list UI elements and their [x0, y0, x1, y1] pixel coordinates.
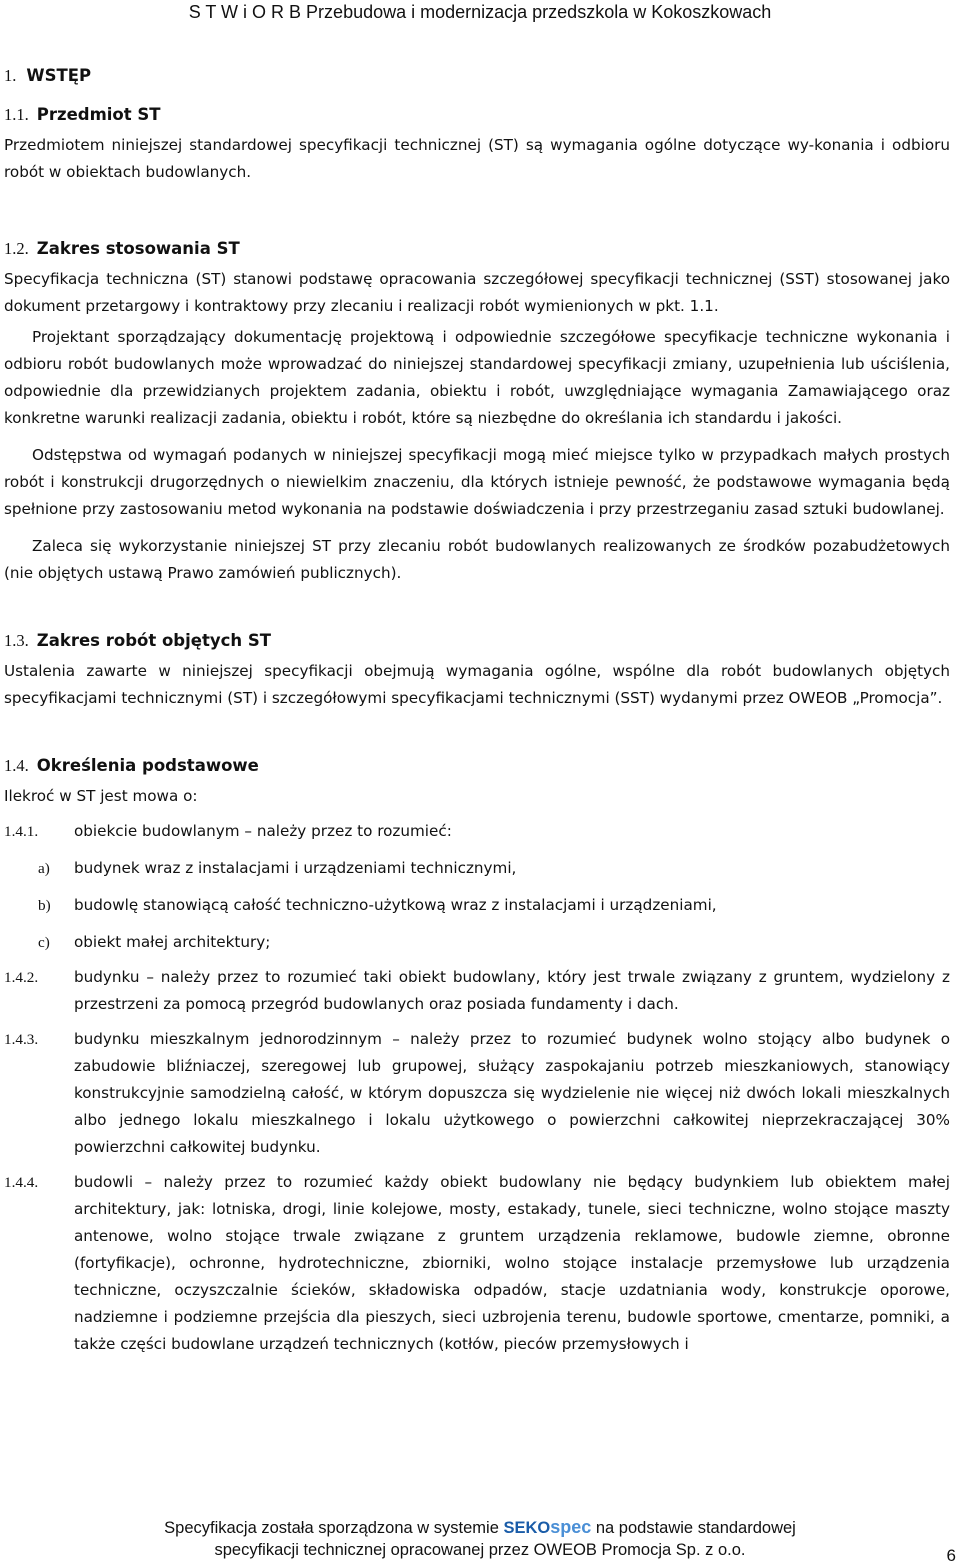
- section-1-heading: [4, 62, 950, 89]
- item-number: 1.4.1.: [4, 823, 39, 840]
- item-number: 1.4.4.: [4, 1174, 39, 1191]
- section-number: 1.4.: [4, 756, 29, 775]
- item-text: budynku mieszkalnym jednorodzinnym – należy przez to rozumieć budynek wolno stojący albo budynek o zabudowie bliźniaczej, szeregowej lub grupowej, służący zaspokajaniu potrzeb mieszkaniowych, stanowiący konstrukcyjnie samodzielną całość, w którym dopuszcza się wydzielenie nie więcej niż dwóch lokali mieszkalnych albo jednego lokalu mieszkalnego i lokalu użytkowego o powierzchni całkowitej nieprzekraczającej 30% powierzchni całkowitej budynku.: [74, 1030, 950, 1156]
- page-footer: [0, 1516, 960, 1561]
- section-1-1-heading: [4, 101, 950, 128]
- item-text: obiekcie budowlanym – należy przez to rozumieć:: [74, 822, 452, 840]
- item-number: 1.4.2.: [4, 969, 39, 986]
- logo-part-a: SEKO: [503, 1519, 551, 1537]
- page-number: 6: [946, 1546, 956, 1565]
- paragraph: Specyfikacja techniczna (ST) stanowi podstawę opracowania szczegółowej specyfikacji technicznej (SST) stosowanej jako dokument przetargowy i kontraktowy przy zlecaniu i realizacji robót wymienionych w pkt. 1.1.: [4, 270, 950, 315]
- paragraph: Odstępstwa od wymagań podanych w niniejszej specyfikacji mogą mieć miejsce tylko w przypadkach małych prostych robót i konstrukcji drugorzędnych o niewielkim znaczeniu, dla których istnieje pewność, że podstawowe wymagania będą spełnione przy zastosowaniu metod wykonania na podstawie doświadczenia i przy przestrzeganiu zasad sztuki budowlanej.: [4, 446, 950, 518]
- footer-text: na podstawie standardowej: [595, 1519, 796, 1537]
- sub-item: [4, 855, 950, 882]
- item-text: budowli – należy przez to rozumieć każdy obiekt budowlany nie będący budynkiem lub obiektem małej architektury, jak: lotniska, drogi, linie kolejowe, mosty, estakady, tunele, sieci techniczne, wolno stojące maszty antenowe, wolno stojące trwale związane z gruntem urządzenia reklamowe, budowle ziemne, obronne (fortyfikacje), ochronne, hydrotechniczne, zbiorniki, wolno stojące instalacje przemysłowe lub urządzenia techniczne, oczyszczalnie ścieków, składowiska odpadów, stacje uzdatniania wody, konstrukcje oporowe, nadziemne i podziemne przejścia dla pieszych, sieci uzbrojenia terenu, budowle sportowe, cmentarze, pomniki, a także części budowlane urządzeń technicznych (kotłów, pieców przemysłowych i: [74, 1173, 950, 1353]
- footer-text: Specyfikacja została sporządzona w systemie: [164, 1519, 499, 1537]
- sub-item: [4, 929, 950, 956]
- footer-line-1: [0, 1516, 960, 1539]
- definition-item: [4, 1026, 950, 1161]
- section-title: Przedmiot ST: [36, 105, 161, 124]
- section-title: Zakres stosowania ST: [36, 239, 240, 258]
- section-1-4-heading: [4, 752, 950, 779]
- section-title: Określenia podstawowe: [36, 756, 259, 775]
- section-number: 1.1.: [4, 105, 29, 124]
- sub-item-label: c): [38, 934, 50, 951]
- sub-item: [4, 892, 950, 919]
- sekospec-logo: [503, 1519, 591, 1537]
- section-number: 1.: [4, 66, 17, 85]
- sub-item-text: budynek wraz z instalacjami i urządzeniami technicznymi,: [74, 859, 517, 877]
- sub-item-text: budowlę stanowiącą całość techniczno-użytkową wraz z instalacjami i urządzeniami,: [74, 896, 717, 914]
- paragraph: Zaleca się wykorzystanie niniejszej ST przy zlecaniu robót budowlanych realizowanych ze środków pozabudżetowych (nie objętych ustawą Prawo zamówień publicznych).: [4, 537, 950, 582]
- sub-item-text: obiekt małej architektury;: [74, 933, 271, 951]
- section-1-3-heading: [4, 627, 950, 654]
- section-title: Zakres robót objętych ST: [36, 631, 272, 650]
- section-1-2-heading: [4, 235, 950, 262]
- paragraph: Projektant sporządzający dokumentację projektową i odpowiednie szczegółowe specyfikacje techniczne wykonania i odbioru robót budowlanych może wprowadzać do niniejszej standardowej specyfikacji zmiany, uzupełnienia lub uściślenia, odpowiednie dla przewidzianych projektem zadania, obiektu i robót, uwzględniające wymagania Zamawiającego oraz konkretne warunki realizacji zadania, obiektu i robót, które są niezbędne do określania ich standardu i jakości.: [4, 328, 950, 427]
- item-number: 1.4.3.: [4, 1031, 39, 1048]
- paragraph: Przedmiotem niniejszej standardowej specyfikacji technicznej (ST) są wymagania ogólne dotyczące wy-konania i odbioru robót w obiektach budowlanych.: [4, 136, 950, 181]
- sub-item-label: b): [38, 897, 51, 914]
- definition-item: [4, 1169, 950, 1358]
- section-title: WSTĘP: [26, 66, 92, 85]
- paragraph: Ustalenia zawarte w niniejszej specyfikacji obejmują wymagania ogólne, wspólne dla robót budowlanych objętych specyfikacjami technicznymi (ST) i szczegółowymi specyfikacjami technicznymi (SST) wydanymi przez OWEOB „Promocja”.: [4, 662, 950, 707]
- definition-item: [4, 818, 950, 845]
- section-number: 1.2.: [4, 239, 29, 258]
- document-body: [4, 62, 950, 1358]
- sub-item-label: a): [38, 860, 50, 877]
- item-text: budynku – należy przez to rozumieć taki obiekt budowlany, który jest trwale związany z gruntem, wydzielony z przestrzeni za pomocą przegród budowlanych oraz posiada fundamenty i dach.: [74, 968, 950, 1013]
- logo-part-b: spec: [550, 1517, 592, 1537]
- section-number: 1.3.: [4, 631, 29, 650]
- footer-line-2: specyfikacji technicznej opracowanej przez OWEOB Promocja Sp. z o.o.: [214, 1541, 746, 1559]
- definition-item: [4, 964, 950, 1018]
- paragraph: Ilekroć w ST jest mowa o:: [4, 787, 198, 805]
- page-header: S T W i O R B Przebudowa i modernizacja przedszkola w Kokoszkowach: [188, 2, 772, 22]
